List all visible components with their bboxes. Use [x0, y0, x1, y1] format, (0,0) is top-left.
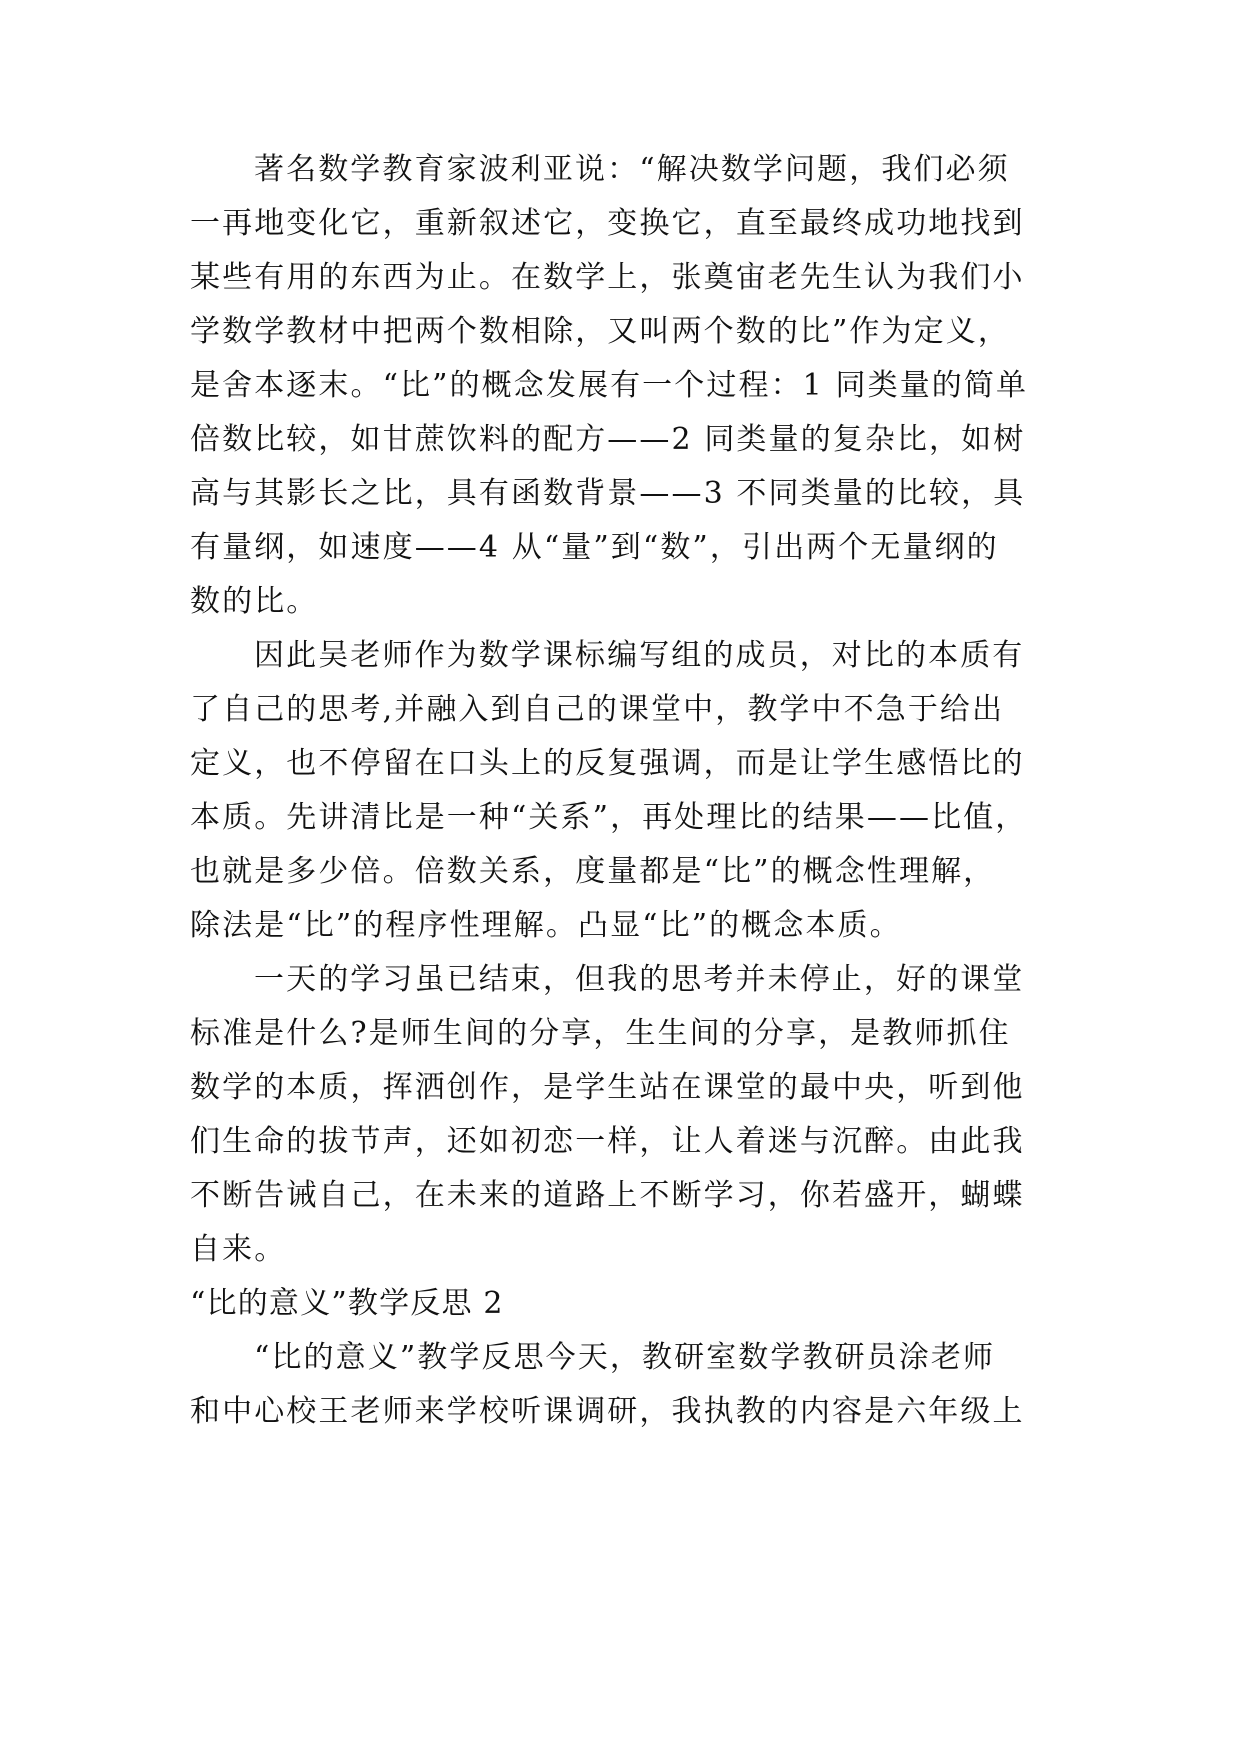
section-heading: “比的意义”教学反思 2: [190, 1286, 504, 1321]
paragraph-1-line-1: 著名数学教育家波利亚说：“解决数学问题，我们必须: [254, 152, 1010, 187]
paragraph-2-line-1: 因此吴老师作为数学课标编写组的成员，对比的本质有: [254, 638, 1025, 673]
paragraph-3-line-2: 标准是什么?是师生间的分享，生生间的分享，是教师抓住: [190, 1016, 1011, 1051]
paragraph-1-line-9: 数的比。: [190, 584, 319, 619]
paragraph-3-line-4: 们生命的拔节声，还如初恋一样，让人着迷与沉醉。由此我: [190, 1124, 1025, 1159]
paragraph-3-line-3: 数学的本质，挥洒创作，是学生站在课堂的最中央，听到他: [190, 1070, 1025, 1105]
paragraph-1-line-2: 一再地变化它，重新叙述它，变换它，直至最终成功地找到: [190, 206, 1025, 241]
paragraph-3-line-6: 自来。: [190, 1232, 287, 1267]
paragraph-1-line-7: 高与其影长之比，具有函数背景——3 不同类量的比较，具: [190, 476, 1026, 511]
paragraph-2-line-6: 除法是“比”的程序性理解。凸显“比”的概念本质。: [190, 908, 902, 943]
paragraph-1-line-5: 是舍本逐末。“比”的概念发展有一个过程：1 同类量的简单: [190, 368, 1029, 403]
paragraph-1-line-8: 有量纲，如速度——4 从“量”到“数”，引出两个无量纲的: [190, 530, 999, 565]
paragraph-1-line-6: 倍数比较，如甘蔗饮料的配方——2 同类量的复杂比，如树: [190, 422, 1026, 457]
paragraph-3-line-5: 不断告诫自己，在未来的道路上不断学习，你若盛开，蝴蝶: [190, 1178, 1025, 1213]
paragraph-4-line-2: 和中心校王老师来学校听课调研，我执教的内容是六年级上: [190, 1394, 1025, 1429]
paragraph-1-line-3: 某些有用的东西为止。在数学上，张奠宙老先生认为我们小: [190, 260, 1025, 295]
paragraph-2-line-5: 也就是多少倍。倍数关系，度量都是“比”的概念性理解，: [190, 854, 996, 889]
paragraph-4-line-1: “比的意义”教学反思今天，教研室数学教研员涂老师: [254, 1340, 996, 1375]
paragraph-3-line-1: 一天的学习虽已结束，但我的思考并未停止，好的课堂: [254, 962, 1025, 997]
paragraph-1-line-4: 学数学教材中把两个数相除，又叫两个数的比”作为定义，: [190, 314, 1010, 349]
paragraph-2-line-4: 本质。先讲清比是一种“关系”，再处理比的结果——比值，: [190, 800, 1028, 835]
paragraph-2-line-2: 了自己的思考,并融入到自己的课堂中，教学中不急于给出: [190, 692, 1005, 727]
paragraph-2-line-3: 定义，也不停留在口头上的反复强调，而是让学生感悟比的: [190, 746, 1025, 781]
